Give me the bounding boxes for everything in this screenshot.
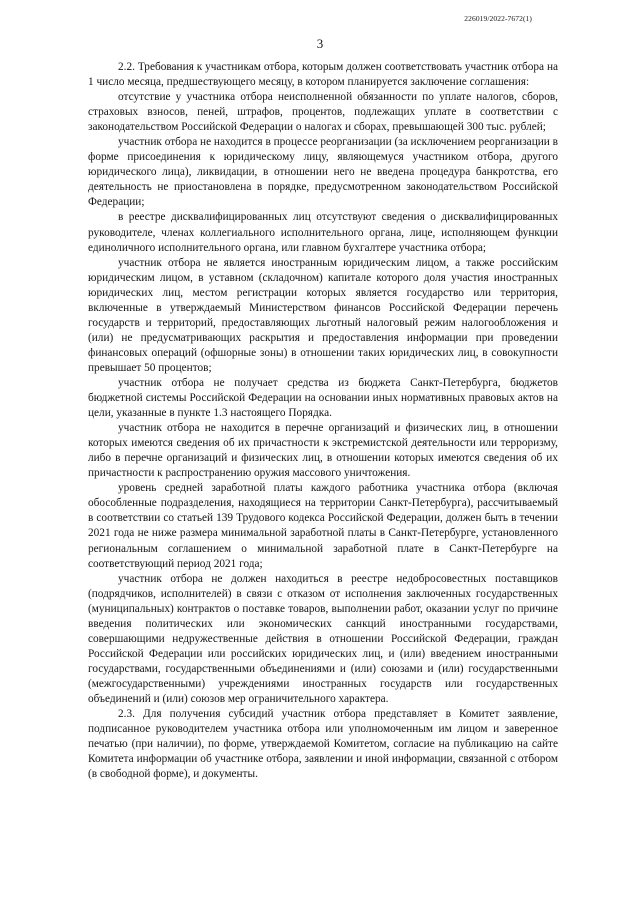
document-body bbox=[88, 60, 558, 782]
paragraph-no-tax-debt: отсутствие у участника отбора неисполненной обязанности по уплате налогов, сборов, страховых взносов, пеней, штрафов, процентов, подлежащих уплате в соответствии с законодательством Российской Федерации о налогах и сборах, превышающей 300 тыс. рублей; bbox=[88, 91, 558, 134]
paragraph-average-salary: уровень средней заработной платы каждого работника участника отбора (включая обособленные подразделения, находящиеся на территории Санкт-Петербурга), рассчитываемый в соответствии со статьей 139 Трудового кодекса Российской Федерации, должен быть в течении 2021 года не ниже размера минимальной заработной платы в Санкт-Петербурге, установленного региональным соглашением о минимальной заработной плате в Санкт-Петербурге на соответствующий период 2021 года; bbox=[88, 482, 558, 570]
document-registration-number: 226019/2022-7672(1) bbox=[464, 14, 532, 23]
paragraph-not-foreign-entity: участник отбора не является иностранным юридическим лицом, а также российским юридическим лицом, в уставном (складочном) капитале которого доля участия иностранных юридических лиц, местом регистрации которых является государство или территория, включенные в утверждаемый Министерством финансов Российской Федерации перечень государств и территорий, предоставляющих льготный налоговый режим налогообложения и (или) не предусматривающих раскрытия и предоставления информации при проведении финансовых операций (офшорные зоны) в отношении таких юридических лиц, в совокупности превышает 50 процентов; bbox=[88, 256, 558, 374]
page-number: 3 bbox=[316, 36, 324, 51]
paragraph-disqualified-register: в реестре дисквалифицированных лиц отсутствуют сведения о дисквалифицированных руководителе, членах коллегиального исполнительного органа, лице, исполняющем функции единоличного исполнительного органа, или главном бухгалтере участника отбора; bbox=[88, 211, 558, 254]
paragraph-2-2-requirements: 2.2. Требования к участникам отбора, которым должен соответствовать участник отбора на 1 число месяца, предшествующего месяцу, в котором планируется заключение соглашения: bbox=[88, 61, 558, 89]
paragraph-not-unscrupulous-suppliers: участник отбора не должен находиться в реестре недобросовестных поставщиков (подрядчиков, исполнителей) в связи с отказом от исполнения заключенных государственных (муниципальных) контрактов о поставке товаров, выполнении работ, оказании услуг по причине введения политических или экономических санкций иностранными государствами, совершающими недружественные действия в отношении Российской Федерации, граждан Российской Федерации или российских юридических лиц, и (или) введением иностранными государствами, государственными объединениями и (или) союзами и (или) государственными (межгосударственными) учреждениями иностранных государств или государственных объединений и (или) союзов мер ограничительного характера. bbox=[88, 572, 558, 705]
paragraph-2-3-application: 2.3. Для получения субсидий участник отбора представляет в Комитет заявление, подписанное руководителем участника отбора или уполномоченным им лицом и заверенное печатью (при наличии), по форме, утверждаемой Комитетом, согласие на публикацию на сайте Комитета информации об участнике отбора, заявлении и иной информации, связанной с отбором (в свободной форме), и документы. bbox=[88, 708, 558, 781]
paragraph-no-budget-funds: участник отбора не получает средства из бюджета Санкт-Петербурга, бюджетов бюджетной системы Российской Федерации на основании иных нормативных правовых актов на цели, указанные в пункте 1.3 настоящего Порядка. bbox=[88, 376, 558, 420]
paragraph-no-reorganization: участник отбора не находится в процессе реорганизации (за исключением реорганизации в форме присоединения к юридическому лицу, являющемуся участником отбора, другого юридического лица), ликвидации, в отношении него не введена процедура банкротства, его деятельность не приостановлена в порядке, предусмотренном законодательством Российской Федерации; bbox=[88, 136, 558, 209]
paragraph-not-extremist-list: участник отбора не находится в перечне организаций и физических лиц, в отношении которых имеются сведения об их причастности к экстремистской деятельности или терроризму, либо в перечне организаций и физических лиц, в отношении которых имеются сведения об их причастности к распространению оружия массового уничтожения. bbox=[88, 422, 558, 480]
